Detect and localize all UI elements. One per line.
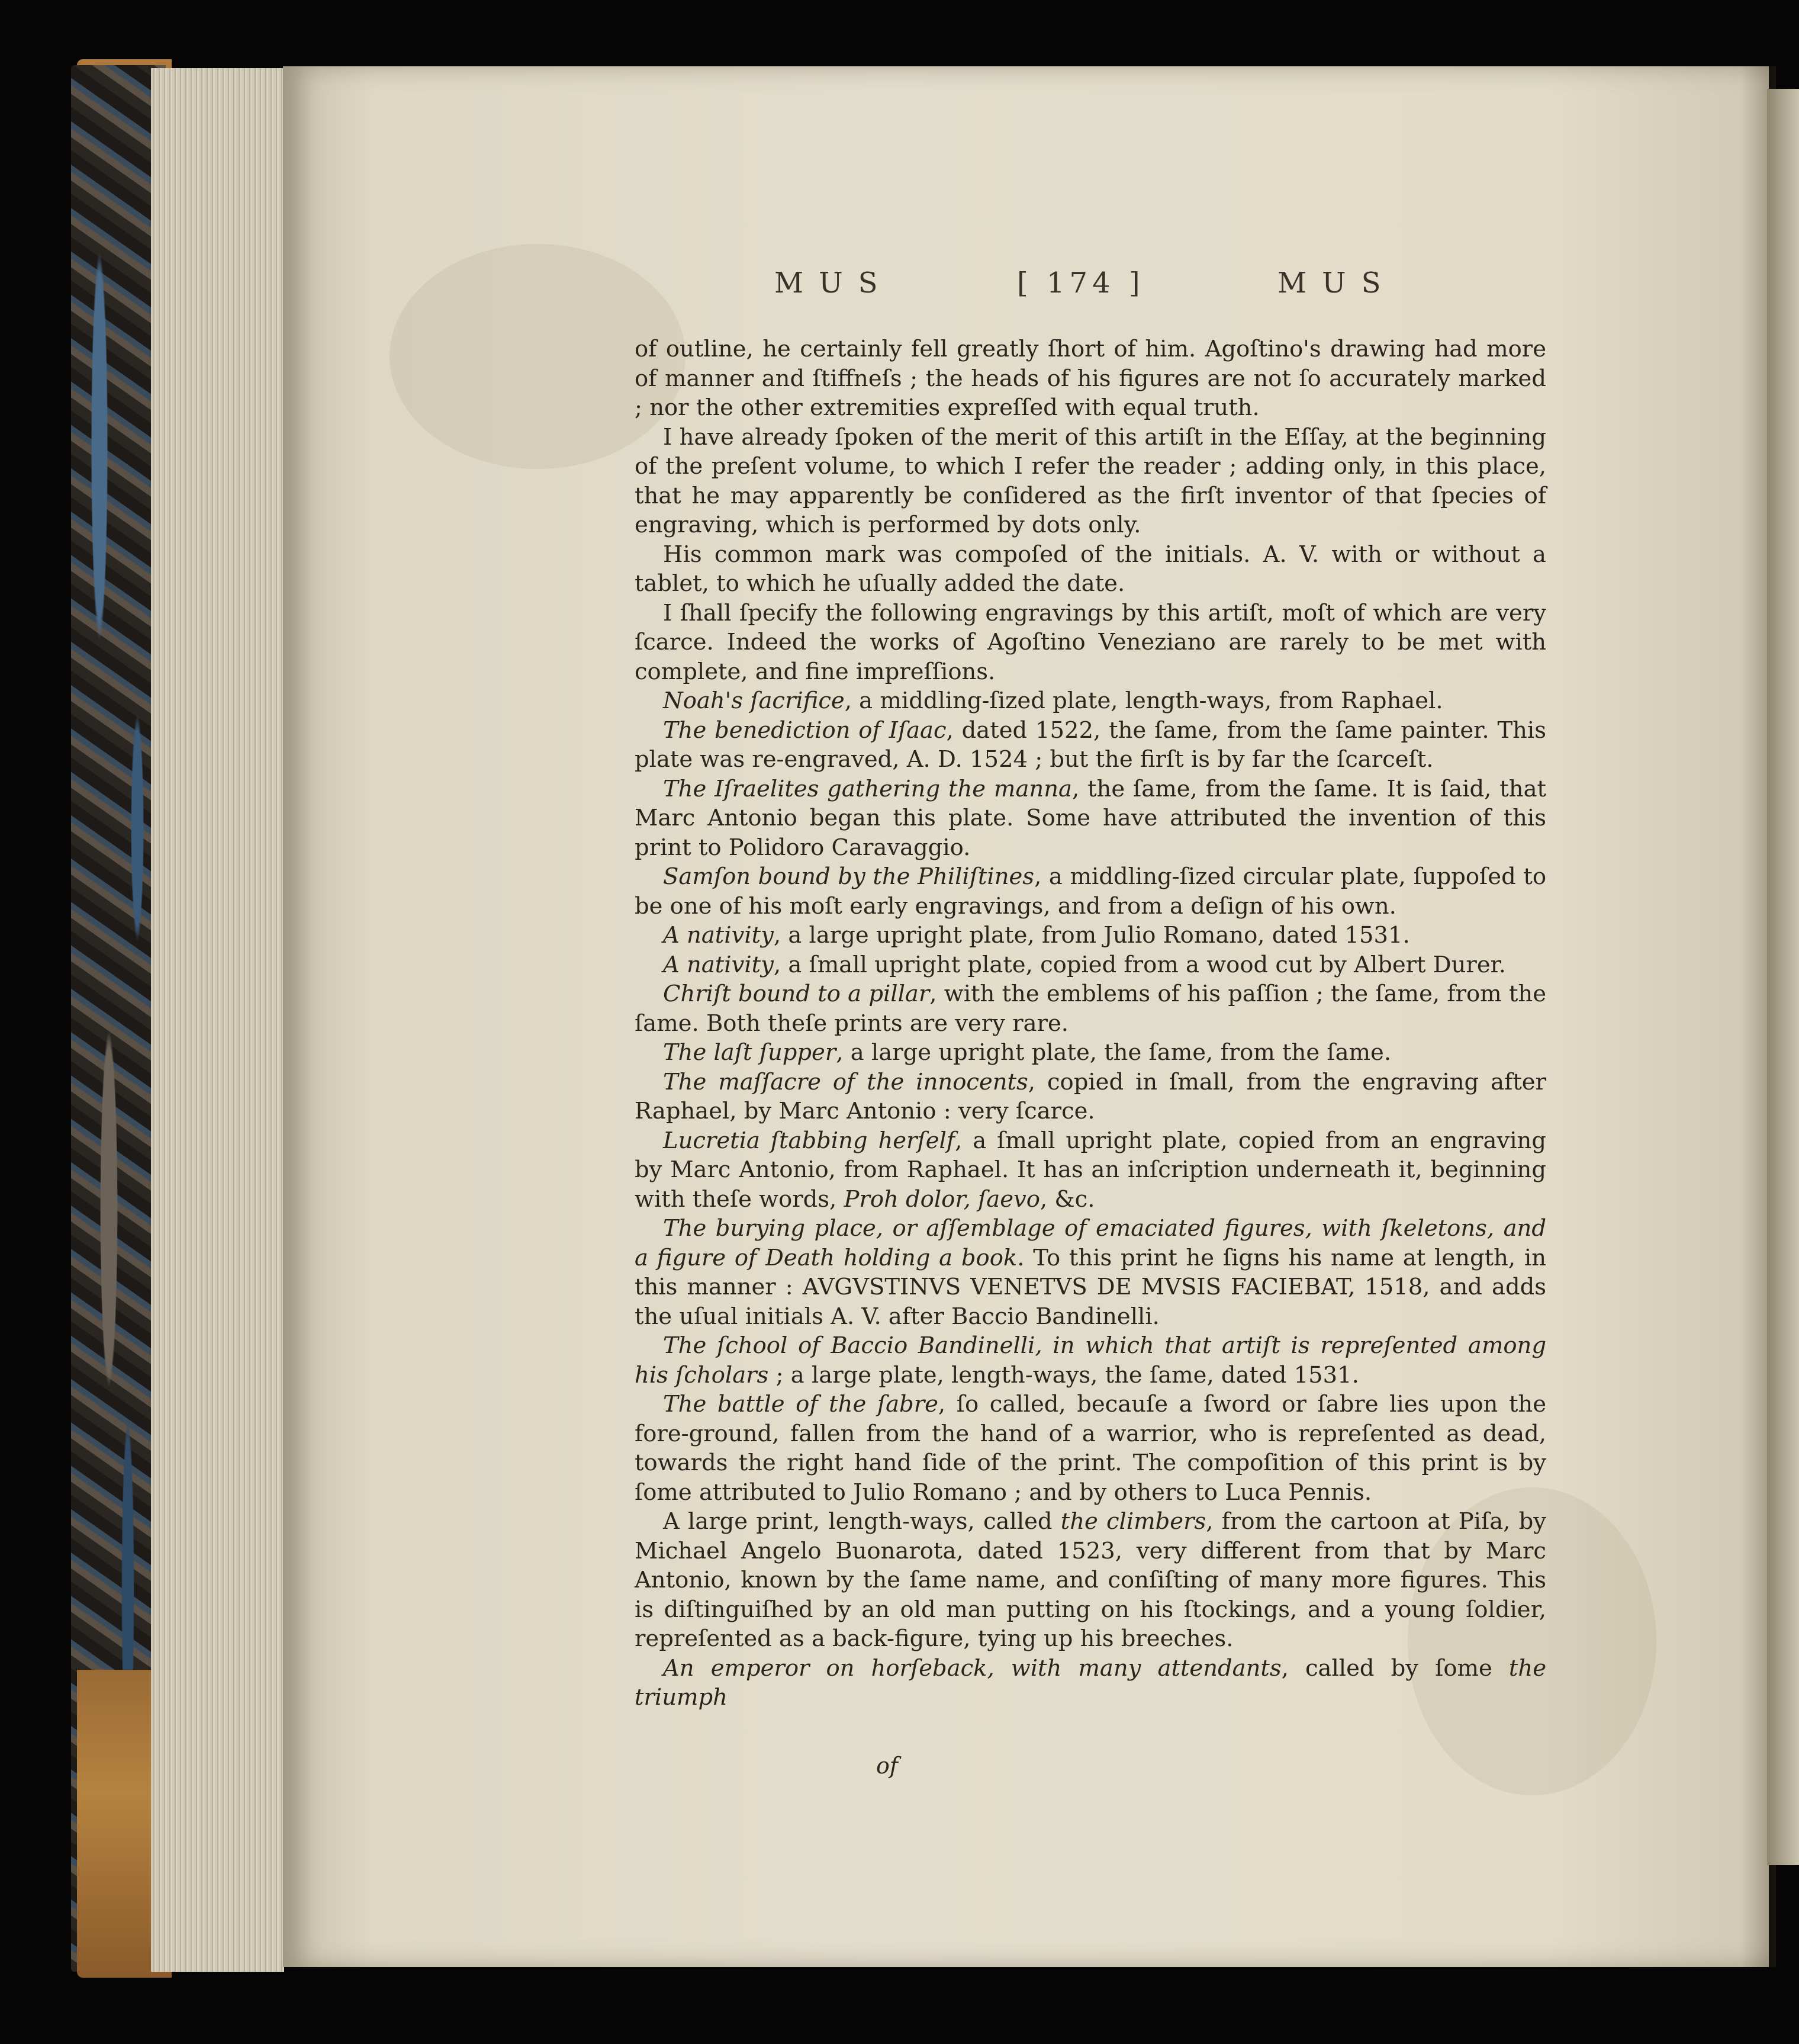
paragraph: The ſchool of Baccio Bandinelli, in which that artiſt is repreſented among his ſcholars ; a large plate, length-ways, the ſame, dated 1531. bbox=[635, 1332, 1546, 1389]
paragraph: A nativity, a ſmall upright plate, copied from a wood cut by Albert Durer. bbox=[663, 951, 1507, 978]
running-head-left: MUS bbox=[774, 266, 893, 300]
paragraph: Noah's ſacrifice, a middling-ſized plate, length-ways, from Raphael. bbox=[663, 687, 1443, 714]
page-number: [ 174 ] bbox=[1017, 266, 1145, 300]
paragraph: Samſon bound by the Philiſtines, a middling-ſized circular plate, ſuppoſed to be one of his moſt early engravings, and from a deſign of his own. bbox=[635, 863, 1546, 920]
page-edges bbox=[151, 68, 284, 1972]
paragraph: A large print, length-ways, called the climbers, from the cartoon at Piſa, by Michael Angelo Buonarota, dated 1523, very different from that by Marc Antonio, known by the ſame name, and conſiſting of many more figures. This is diſtinguiſhed by an old man putting on his ſtockings, and a young ſoldier, repreſented as a back-figure, tying up his breeches. bbox=[635, 1508, 1546, 1652]
running-head-right: MUS bbox=[1277, 266, 1396, 300]
paragraph: Chriſt bound to a pillar, with the emblems of his paſſion ; the ſame, from the ſame. Both theſe prints are very rare. bbox=[635, 981, 1546, 1037]
catchword: of bbox=[876, 1753, 898, 1779]
next-page-edge bbox=[1767, 89, 1799, 1865]
paragraph: A nativity, a large upright plate, from Julio Romano, dated 1531. bbox=[663, 922, 1410, 949]
body-text bbox=[635, 335, 1546, 1712]
paragraph: Lucretia ſtabbing herſelf, a ſmall upright plate, copied from an engraving by Marc Antonio, from Raphael. It has an inſcription underneath it, beginning with theſe words, Proh dolor, ſaevo, &c. bbox=[635, 1127, 1546, 1213]
paragraph: The maſſacre of the innocents, copied in ſmall, from the engraving after Raphael, by Marc Antonio : very ſcarce. bbox=[635, 1068, 1546, 1124]
running-head bbox=[638, 266, 1544, 308]
paragraph: of outline, he certainly fell greatly ſhort of him. Agoſtino's drawing had more of manner and ſtiffneſs ; the heads of his figures are not ſo accurately marked ; nor the other extremities expreſſed with equal truth. bbox=[635, 336, 1546, 421]
paragraph: An emperor on horſeback, with many attendants, called by ſome the triumph bbox=[635, 1654, 1546, 1711]
paragraph: The Iſraelites gathering the manna, the ſame, from the ſame. It is ſaid, that Marc Antonio began this plate. Some have attributed the invention of this print to Polidoro Caravaggio. bbox=[635, 775, 1546, 861]
paragraph: The benediction of Iſaac, dated 1522, the ſame, from the ſame painter. This plate was re-engraved, A. D. 1524 ; but the firſt is by far the ſcarceſt. bbox=[635, 716, 1546, 773]
paragraph: The laſt ſupper, a large upright plate, the ſame, from the ſame. bbox=[663, 1039, 1392, 1066]
paragraph: I have already ſpoken of the merit of this artiſt in the Eſſay, at the beginning of the preſent volume, to which I refer the reader ; adding only, in this place, that he may apparently be conſidered as the firſt inventor of that ſpecies of engraving, which is performed by dots only. bbox=[635, 423, 1546, 538]
paragraph: The burying place, or aſſemblage of emaciated figures, with ſkeletons, and a figure of Death holding a book. To this print he ſigns his name at length, in this manner : AVGVSTINVS VENETVS DE MVSIS FACIEBAT, 1518, and adds the uſual initials A. V. after Baccio Bandinelli. bbox=[635, 1215, 1546, 1330]
paragraph: His common mark was compoſed of the initials. A. V. with or without a tablet, to which he uſually added the date. bbox=[635, 541, 1546, 597]
paragraph: The battle of the ſabre, ſo called, becauſe a ſword or ſabre lies upon the fore-ground, fallen from the hand of a warrior, who is repreſented as dead, towards the right hand ſide of the print. The compoſition of this print is by ſome attributed to Julio Romano ; and by others to Luca Pennis. bbox=[635, 1391, 1546, 1506]
paragraph: I ſhall ſpecify the following engravings by this artiſt, moſt of which are very ſcarce. Indeed the works of Agoſtino Veneziano are rarely to be met with complete, and fine impreſſions. bbox=[635, 599, 1546, 685]
